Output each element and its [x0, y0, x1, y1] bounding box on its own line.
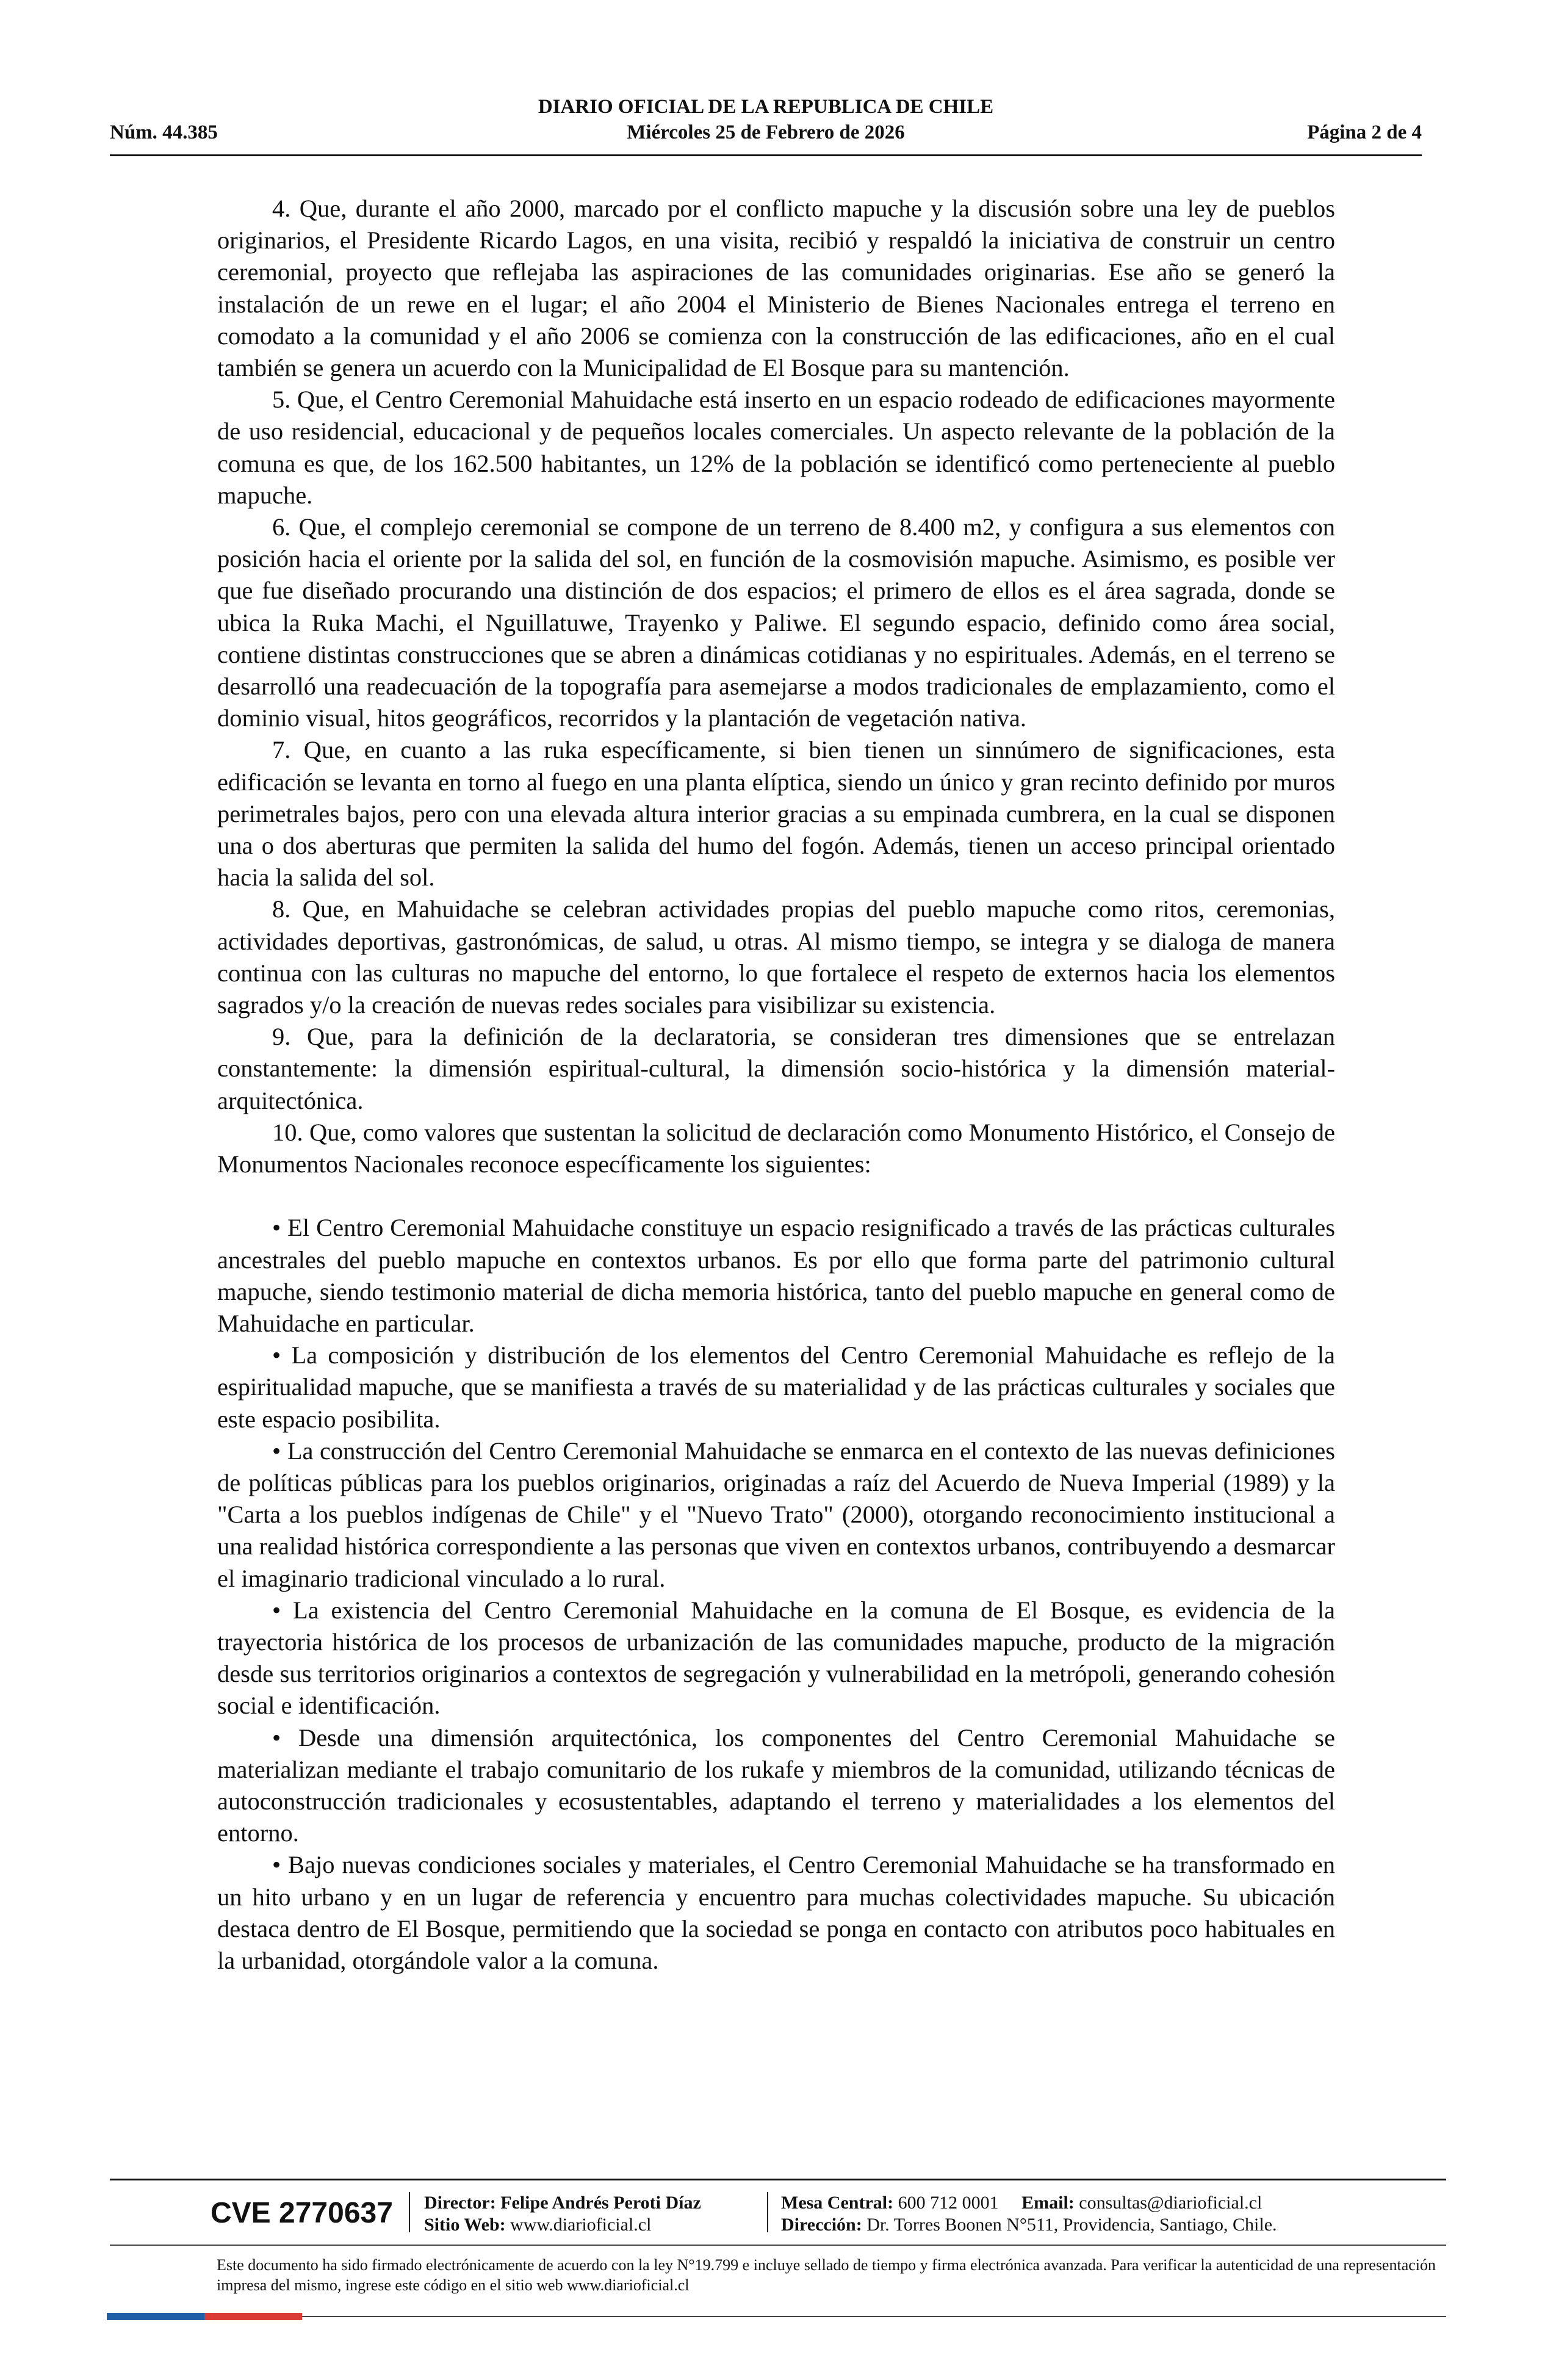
director-label: Director:	[424, 2193, 496, 2213]
paragraph-4: 4. Que, durante el año 2000, marcado por el conflicto mapuche y la discusión sobre una ley de pueblos originarios, el Presidente Ricardo Lagos, en una visita, recibió y respaldó la iniciativa de construir un centro ceremonial, proyecto que reflejaba las aspiraciones de las comunidades originarias. Ese año se generó la instalación de un rewe en el lugar; el año 2004 el Ministerio de Bienes Nacionales entrega el terreno en comodato a la comunidad y el año 2006 se comienza con la construcción de las edificaciones, año en el cual también se genera un acuerdo con la Municipalidad de El Bosque para su mantención.	[217, 195, 1335, 382]
footer-separator	[767, 2192, 768, 2232]
bullet-item: • El Centro Ceremonial Mahuidache constituye un espacio resignificado a través de las prácticas culturales ancestrales del pueblo mapuche en contextos urbanos. Es por ello que forma parte del patrimonio cultural mapuche, siendo testimonio material de dicha memoria histórica, tanto del pueblo mapuche en general como de Mahuidache en particular.	[217, 1214, 1335, 1337]
website-link[interactable]: www.diarioficial.cl	[510, 2215, 652, 2235]
paragraph-10: 10. Que, como valores que sustentan la solicitud de declaración como Monumento Histórico, el Consejo de Monumentos Nacionales reconoce específicamente los siguientes:	[217, 1118, 1335, 1178]
bullet-item: • Desde una dimensión arquitectónica, los componentes del Centro Ceremonial Mahuidache se materializan mediante el trabajo comunitario de los rukafe y miembros de la comunidad, utilizando técnicas de autoconstrucción tradicionales y ecosustentables, adaptando el terreno y materialidades a los elementos del entorno.	[217, 1723, 1335, 1847]
header-divider	[110, 154, 1422, 156]
document-body	[217, 193, 1335, 1977]
paragraph-6: 6. Que, el complejo ceremonial se compone de un terreno de 8.400 m2, y configura a sus elementos con posición hacia el oriente por la salida del sol, en función de la cosmovisión mapuche. Asimismo, es posible ver que fue diseñado procurando una distinción de dos espacios; el primero de ellos es el área sagrada, donde se ubica la Ruka Machi, el Nguillatuwe, Trayenko y Paliwe. El segundo espacio, definido como área social, contiene distintas construcciones que se abren a dinámicas cotidianas y no espirituales. Además, en el terreno se desarrolló una readecuación de la topografía para asemejarse a modos tradicionales de emplazamiento, como el dominio visual, hitos geográficos, recorridos y la plantación de vegetación nativa.	[217, 513, 1335, 732]
stripe-blue	[107, 2313, 204, 2320]
paragraph-7: 7. Que, en cuanto a las ruka específicamente, si bien tienen un sinnúmero de significaciones, esta edificación se levanta en torno al fuego en una planta elíptica, siendo un único y gran recinto definido por muros perimetrales bajos, pero con una elevada altura interior gracias a su empinada cumbrera, en la cual se disponen una o dos aberturas que permiten la salida del humo del fogón. Además, tienen un acceso principal orientado hacia la salida del sol.	[217, 736, 1335, 892]
issue-date: Miércoles 25 de Febrero de 2026	[627, 121, 905, 143]
paragraph-5: 5. Que, el Centro Ceremonial Mahuidache está inserto en un espacio rodeado de edificaciones mayormente de uso residencial, educacional y de pequeños locales comerciales. Un aspecto relevante de la población de la comuna es que, de los 162.500 habitantes, un 12% de la población se identificó como perteneciente al pueblo mapuche.	[217, 386, 1335, 509]
website-line	[424, 2214, 651, 2236]
page-footer	[110, 2179, 1446, 2301]
director-value: Felipe Andrés Peroti Díaz	[500, 2193, 701, 2213]
mesa-value: 600 712 0001	[898, 2193, 999, 2213]
mesa-label: Mesa Central:	[781, 2193, 894, 2213]
paragraph-8: 8. Que, en Mahuidache se celebran actividades propias del pueblo mapuche como ritos, ceremonias, actividades deportivas, gastronómicas, de salud, u otras. Al mismo tiempo, se integra y se dialoga de manera continua con las culturas no mapuche del entorno, lo que fortalece el respeto de externos hacia los elementos sagrados y/o la creación de nuevas redes sociales para visibilizar su existencia.	[217, 895, 1335, 1019]
paragraph-9: 9. Que, para la definición de la declaratoria, se consideran tres dimensiones que se entrelazan constantemente: la dimensión espiritual-cultural, la dimensión socio-histórica y la dimensión material-arquitectónica.	[217, 1023, 1335, 1114]
bullet-item: • La existencia del Centro Ceremonial Mahuidache en la comuna de El Bosque, es evidencia de la trayectoria histórica de los procesos de urbanización de las comunidades mapuche, producto de la migración desde sus territorios originarios a contextos de segregación y vulnerabilidad en la metrópoli, generando cohesión social e identificación.	[217, 1596, 1335, 1720]
page-indicator: Página 2 de 4	[1307, 121, 1422, 143]
contact-line	[781, 2192, 1262, 2214]
bullet-item: • La composición y distribución de los elementos del Centro Ceremonial Mahuidache es reflejo de la espiritualidad mapuche, que se manifiesta a través de su materialidad y de las prácticas culturales y sociales que este espacio posibilita.	[217, 1341, 1335, 1433]
bullet-item: • Bajo nuevas condiciones sociales y materiales, el Centro Ceremonial Mahuidache se ha transformado en un hito urbano y en un lugar de referencia y encuentro para muchas colectividades mapuche. Su ubicación destaca dentro de El Bosque, permitiendo que la sociedad se ponga en contacto con atributos poco habituales en la urbanidad, otorgándole valor a la comuna.	[217, 1851, 1335, 1974]
cve-code: CVE 2770637	[211, 2197, 393, 2229]
footer-bottom-divider	[302, 2316, 1446, 2317]
address-line	[781, 2214, 1277, 2236]
legal-notice: Este documento ha sido firmado electrónicamente de acuerdo con la ley N°19.799 e incluye sellado de tiempo y firma electrónica avanzada. Para verificar la autenticidad de una representación impresa del mismo, ingrese este código en el sitio web www.diarioficial.cl	[217, 2256, 1436, 2294]
address-value: Dr. Torres Boonen N°511, Providencia, Santiago, Chile.	[866, 2215, 1277, 2235]
website-label: Sitio Web:	[424, 2215, 506, 2235]
publication-title: DIARIO OFICIAL DE LA REPUBLICA DE CHILE	[538, 96, 994, 118]
address-label: Dirección:	[781, 2215, 862, 2235]
footer-top-divider	[110, 2179, 1446, 2180]
bullet-item: • La construcción del Centro Ceremonial Mahuidache se enmarca en el contexto de las nuevas definiciones de políticas públicas para los pueblos originarios, originadas a raíz del Acuerdo de Nueva Imperial (1989) y la "Carta a los pueblos indígenas de Chile" y el "Nuevo Trato" (2000), otorgando reconocimiento institucional a una realidad histórica correspondiente a las personas que viven en contextos urbanos, contribuyendo a desmarcar el imaginario tradicional vinculado a lo rural.	[217, 1437, 1335, 1592]
email-link[interactable]: consultas@diarioficial.cl	[1079, 2193, 1262, 2213]
stripe-red	[204, 2313, 302, 2320]
footer-separator	[409, 2192, 410, 2232]
director-line	[424, 2192, 701, 2214]
footer-mid-divider	[110, 2245, 1446, 2246]
email-label: Email:	[1021, 2193, 1075, 2213]
flag-color-stripe	[107, 2313, 302, 2320]
issue-number: Núm. 44.385	[110, 121, 218, 143]
page-header	[110, 95, 1422, 156]
